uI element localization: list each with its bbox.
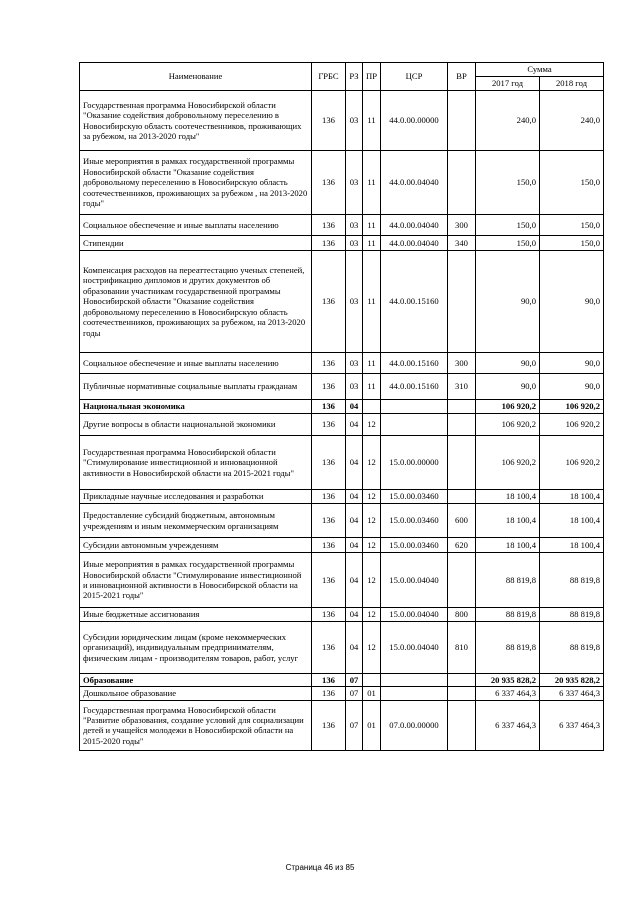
- row-rz: 04: [346, 553, 363, 608]
- row-rz: 03: [346, 251, 363, 353]
- row-name: Прикладные научные исследования и разработки: [80, 490, 312, 504]
- row-sum-2018: 90,0: [540, 374, 604, 400]
- row-grbs: 136: [312, 374, 346, 400]
- table-row: [80, 215, 604, 236]
- row-vr: [448, 553, 476, 608]
- row-sum-2018: 106 920,2: [540, 436, 604, 490]
- header-rz: РЗ: [346, 63, 363, 91]
- row-name: Субсидии юридическим лицам (кроме некоммерческих организаций), индивидуальным предпринимателям, физическим лицам - производителям товаров, работ, услуг: [80, 622, 312, 674]
- row-sum-2018: 88 819,8: [540, 622, 604, 674]
- table-body: [80, 91, 604, 751]
- row-csr: 15.0.00.04040: [381, 608, 448, 622]
- row-sum-2018: 18 100,4: [540, 490, 604, 504]
- row-csr: 44.0.00.15160: [381, 251, 448, 353]
- row-grbs: 136: [312, 608, 346, 622]
- row-sum-2017: 106 920,2: [476, 414, 540, 436]
- table-row: [80, 622, 604, 674]
- table-row: [80, 674, 604, 687]
- row-csr: 44.0.00.15160: [381, 374, 448, 400]
- row-rz: 03: [346, 151, 363, 215]
- row-name: Социальное обеспечение и иные выплаты населению: [80, 353, 312, 374]
- row-pr: 12: [363, 553, 381, 608]
- table-row: [80, 414, 604, 436]
- header-sum: Сумма: [476, 63, 604, 77]
- row-csr: 44.0.00.04040: [381, 151, 448, 215]
- row-rz: 04: [346, 504, 363, 538]
- row-pr: 11: [363, 236, 381, 251]
- row-pr: 11: [363, 251, 381, 353]
- row-pr: 11: [363, 215, 381, 236]
- row-sum-2017: 88 819,8: [476, 553, 540, 608]
- row-csr: 15.0.00.04040: [381, 622, 448, 674]
- row-vr: [448, 490, 476, 504]
- row-sum-2017: 106 920,2: [476, 436, 540, 490]
- row-pr: 12: [363, 414, 381, 436]
- row-vr: [448, 251, 476, 353]
- row-sum-2017: 150,0: [476, 215, 540, 236]
- row-grbs: 136: [312, 215, 346, 236]
- row-grbs: 136: [312, 400, 346, 414]
- row-sum-2017: 90,0: [476, 251, 540, 353]
- row-rz: 03: [346, 374, 363, 400]
- row-sum-2018: 240,0: [540, 91, 604, 151]
- row-name: Дошкольное образование: [80, 687, 312, 700]
- row-csr: 44.0.00.00000: [381, 91, 448, 151]
- row-pr: 01: [363, 700, 381, 750]
- table-row: [80, 251, 604, 353]
- row-sum-2017: 88 819,8: [476, 622, 540, 674]
- row-vr: 810: [448, 622, 476, 674]
- row-sum-2018: 6 337 464,3: [540, 687, 604, 700]
- row-grbs: 136: [312, 436, 346, 490]
- table-row: [80, 151, 604, 215]
- row-csr: 15.0.00.03460: [381, 504, 448, 538]
- row-sum-2018: 18 100,4: [540, 538, 604, 553]
- row-sum-2017: 150,0: [476, 151, 540, 215]
- row-name: Иные бюджетные ассигнования: [80, 608, 312, 622]
- row-rz: 03: [346, 236, 363, 251]
- row-vr: [448, 687, 476, 700]
- row-sum-2017: 18 100,4: [476, 538, 540, 553]
- row-name: Государственная программа Новосибирской области "Оказание содействия добровольному переселению в Новосибирскую область соотечественников, проживающих за рубежом, на 2013-2020 годы": [80, 91, 312, 151]
- row-rz: 04: [346, 622, 363, 674]
- table-row: [80, 504, 604, 538]
- row-name: Компенсация расходов на переаттестацию ученых степеней, нострификацию дипломов и других документов об образовании участникам государственной программы Новосибирской области "Оказание содействия добровольному переселению в Новосибирскую область соотечественников, проживающих за рубежом, на 2013-2020 годы: [80, 251, 312, 353]
- row-sum-2017: 6 337 464,3: [476, 700, 540, 750]
- row-sum-2017: 240,0: [476, 91, 540, 151]
- row-csr: 15.0.00.03460: [381, 538, 448, 553]
- row-vr: [448, 91, 476, 151]
- row-vr: [448, 400, 476, 414]
- row-rz: 03: [346, 353, 363, 374]
- table-row: [80, 353, 604, 374]
- header-vr: ВР: [448, 63, 476, 91]
- row-name: Публичные нормативные социальные выплаты гражданам: [80, 374, 312, 400]
- row-vr: 300: [448, 215, 476, 236]
- row-vr: 340: [448, 236, 476, 251]
- header-csr: ЦСР: [381, 63, 448, 91]
- table-header: [80, 63, 604, 91]
- row-sum-2018: 6 337 464,3: [540, 700, 604, 750]
- row-pr: 11: [363, 91, 381, 151]
- row-vr: [448, 414, 476, 436]
- row-sum-2018: 150,0: [540, 151, 604, 215]
- row-sum-2018: 150,0: [540, 215, 604, 236]
- row-sum-2018: 88 819,8: [540, 553, 604, 608]
- row-grbs: 136: [312, 236, 346, 251]
- row-name: Другие вопросы в области национальной экономики: [80, 414, 312, 436]
- row-sum-2018: 88 819,8: [540, 608, 604, 622]
- row-name: Предоставление субсидий бюджетным, автономным учреждениям и иным некоммерческим организациям: [80, 504, 312, 538]
- row-csr: [381, 674, 448, 687]
- row-vr: 300: [448, 353, 476, 374]
- table-row: [80, 400, 604, 414]
- row-name: Социальное обеспечение и иные выплаты населению: [80, 215, 312, 236]
- row-csr: 44.0.00.15160: [381, 353, 448, 374]
- row-name: Стипендии: [80, 236, 312, 251]
- table-row: [80, 490, 604, 504]
- row-rz: 04: [346, 490, 363, 504]
- header-year-2017: 2017 год: [476, 77, 540, 91]
- row-vr: 310: [448, 374, 476, 400]
- row-vr: [448, 700, 476, 750]
- row-vr: [448, 151, 476, 215]
- row-sum-2018: 90,0: [540, 353, 604, 374]
- table-row: [80, 236, 604, 251]
- table-row: [80, 553, 604, 608]
- row-csr: [381, 400, 448, 414]
- row-sum-2018: 106 920,2: [540, 414, 604, 436]
- row-csr: 15.0.00.03460: [381, 490, 448, 504]
- row-vr: 620: [448, 538, 476, 553]
- row-rz: 04: [346, 608, 363, 622]
- row-grbs: 136: [312, 674, 346, 687]
- row-pr: 11: [363, 151, 381, 215]
- row-sum-2017: 18 100,4: [476, 504, 540, 538]
- row-vr: 600: [448, 504, 476, 538]
- row-pr: 01: [363, 687, 381, 700]
- row-name: Иные мероприятия в рамках государственной программы Новосибирской области "Оказание содействия добровольному переселению в Новосибирскую область соотечественников, проживающих за рубежом , на 2013-2020 годы": [80, 151, 312, 215]
- row-grbs: 136: [312, 538, 346, 553]
- row-rz: 04: [346, 414, 363, 436]
- row-sum-2017: 106 920,2: [476, 400, 540, 414]
- row-pr: 11: [363, 353, 381, 374]
- table-row: [80, 538, 604, 553]
- row-csr: [381, 687, 448, 700]
- row-vr: [448, 674, 476, 687]
- row-name: Национальная экономика: [80, 400, 312, 414]
- table-row: [80, 436, 604, 490]
- row-sum-2018: 20 935 828,2: [540, 674, 604, 687]
- row-vr: 800: [448, 608, 476, 622]
- row-name: Образование: [80, 674, 312, 687]
- row-pr: [363, 674, 381, 687]
- row-grbs: 136: [312, 151, 346, 215]
- row-grbs: 136: [312, 414, 346, 436]
- table-row: [80, 700, 604, 750]
- row-sum-2017: 150,0: [476, 236, 540, 251]
- row-pr: 12: [363, 608, 381, 622]
- row-sum-2018: 106 920,2: [540, 400, 604, 414]
- row-sum-2017: 88 819,8: [476, 608, 540, 622]
- row-pr: 12: [363, 504, 381, 538]
- row-vr: [448, 436, 476, 490]
- row-grbs: 136: [312, 91, 346, 151]
- budget-table: [79, 62, 604, 751]
- row-csr: 07.0.00.00000: [381, 700, 448, 750]
- row-grbs: 136: [312, 553, 346, 608]
- row-pr: 12: [363, 436, 381, 490]
- page-number: Страница 46 из 85: [285, 863, 355, 872]
- row-sum-2018: 150,0: [540, 236, 604, 251]
- row-csr: 15.0.00.00000: [381, 436, 448, 490]
- row-rz: 07: [346, 700, 363, 750]
- row-name: Иные мероприятия в рамках государственной программы Новосибирской области "Стимулирование инвестиционной и инновационной активности в Новосибирской области на 2015-2021 годы": [80, 553, 312, 608]
- row-pr: [363, 400, 381, 414]
- header-grbs: ГРБС: [312, 63, 346, 91]
- header-name: Наименование: [80, 63, 312, 91]
- header-year-2018: 2018 год: [540, 77, 604, 91]
- row-rz: 04: [346, 436, 363, 490]
- row-sum-2018: 18 100,4: [540, 504, 604, 538]
- row-sum-2018: 90,0: [540, 251, 604, 353]
- header-pr: ПР: [363, 63, 381, 91]
- row-pr: 12: [363, 622, 381, 674]
- row-grbs: 136: [312, 490, 346, 504]
- row-name: Государственная программа Новосибирской области "Развитие образования, создание условий для социализации детей и учащейся молодежи в Новосибирской области на 2015-2020 годы": [80, 700, 312, 750]
- row-name: Субсидии автономным учреждениям: [80, 538, 312, 553]
- row-grbs: 136: [312, 700, 346, 750]
- row-pr: 12: [363, 538, 381, 553]
- row-rz: 04: [346, 538, 363, 553]
- row-rz: 07: [346, 674, 363, 687]
- table-row: [80, 608, 604, 622]
- table-row: [80, 687, 604, 700]
- row-csr: 44.0.00.04040: [381, 215, 448, 236]
- table-row: [80, 91, 604, 151]
- row-csr: [381, 414, 448, 436]
- row-pr: 12: [363, 490, 381, 504]
- row-pr: 11: [363, 374, 381, 400]
- row-sum-2017: 90,0: [476, 353, 540, 374]
- row-grbs: 136: [312, 622, 346, 674]
- row-csr: 15.0.00.04040: [381, 553, 448, 608]
- row-csr: 44.0.00.04040: [381, 236, 448, 251]
- row-rz: 03: [346, 91, 363, 151]
- row-name: Государственная программа Новосибирской области "Стимулирование инвестиционной и инновационной активности в Новосибирской области на 2015-2021 годы": [80, 436, 312, 490]
- row-grbs: 136: [312, 251, 346, 353]
- row-rz: 07: [346, 687, 363, 700]
- row-sum-2017: 20 935 828,2: [476, 674, 540, 687]
- table-row: [80, 374, 604, 400]
- row-rz: 04: [346, 400, 363, 414]
- row-grbs: 136: [312, 353, 346, 374]
- row-sum-2017: 6 337 464,3: [476, 687, 540, 700]
- row-sum-2017: 90,0: [476, 374, 540, 400]
- row-rz: 03: [346, 215, 363, 236]
- row-sum-2017: 18 100,4: [476, 490, 540, 504]
- row-grbs: 136: [312, 687, 346, 700]
- row-grbs: 136: [312, 504, 346, 538]
